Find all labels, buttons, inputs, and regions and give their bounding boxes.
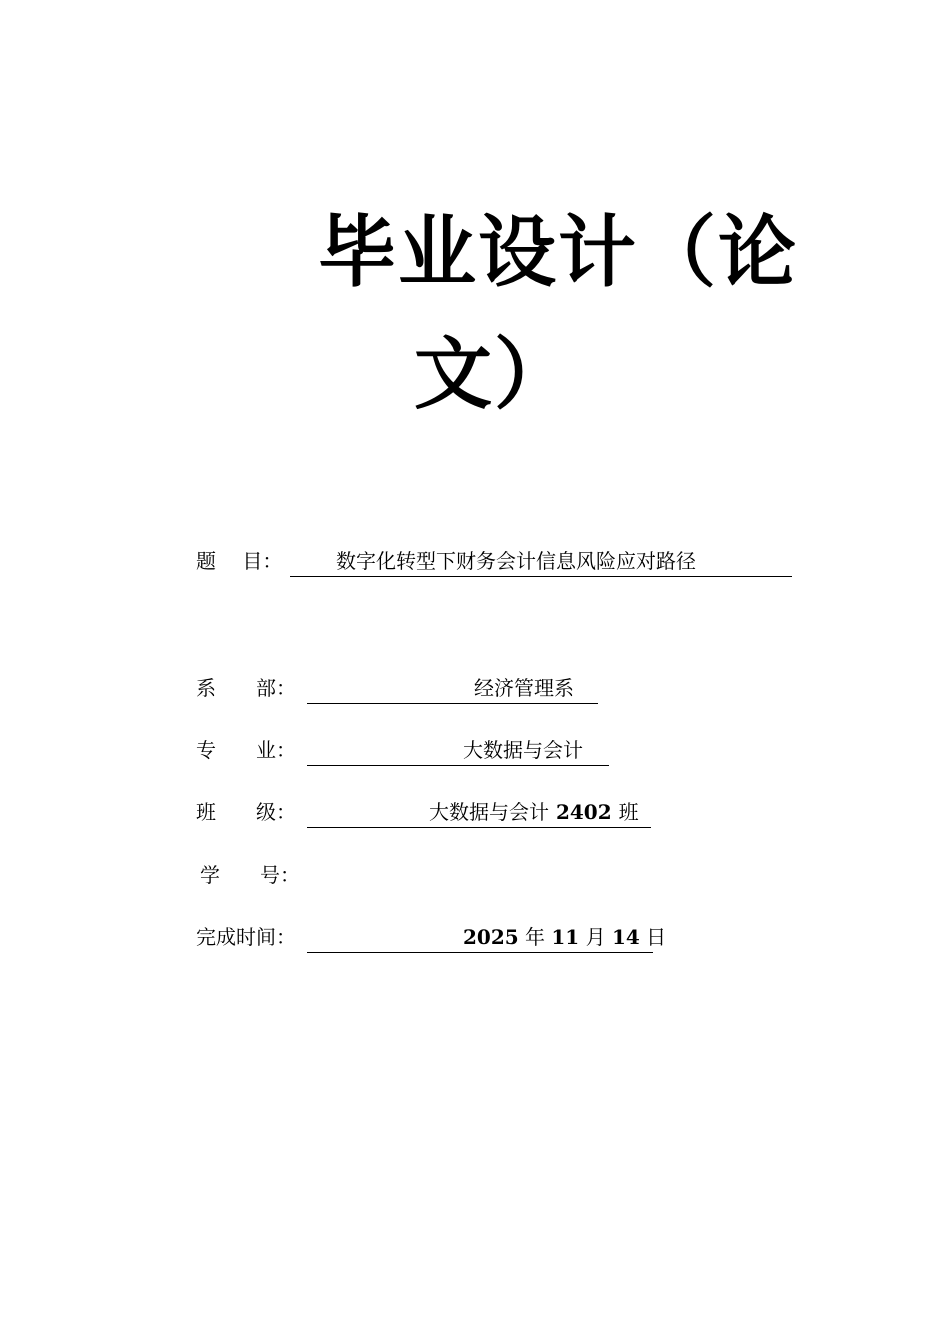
major-label: 专 业： bbox=[196, 738, 296, 762]
department-underline bbox=[307, 673, 598, 704]
completion-date-month: 11 bbox=[551, 925, 580, 949]
cover-title-line-1: 毕业设计（论 bbox=[318, 208, 799, 298]
topic-underline bbox=[290, 546, 792, 577]
student-id-label: 学 号： bbox=[200, 863, 300, 887]
completion-date-day-unit: 日 bbox=[639, 925, 667, 949]
class-value bbox=[429, 797, 639, 827]
completion-date-year: 2025 bbox=[463, 925, 519, 949]
class-label: 班 级： bbox=[196, 800, 296, 824]
major-underline bbox=[307, 735, 609, 766]
cover-title-line-2: 文） bbox=[414, 330, 575, 420]
major-value: 大数据与会计 bbox=[463, 738, 583, 762]
completion-date-year-unit: 年 bbox=[518, 925, 552, 949]
completion-date-label: 完成时间： bbox=[196, 925, 296, 949]
completion-date-month-unit: 月 bbox=[579, 925, 612, 949]
department-label: 系 部： bbox=[196, 676, 296, 700]
topic-value: 数字化转型下财务会计信息风险应对路径 bbox=[336, 549, 696, 573]
completion-date-day: 14 bbox=[611, 925, 640, 949]
department-value: 经济管理系 bbox=[474, 676, 574, 700]
topic-label: 题 目： bbox=[196, 549, 283, 573]
class-value-number: 2402 bbox=[549, 800, 619, 824]
completion-date-underline bbox=[307, 922, 667, 953]
class-value-suffix: 班 bbox=[618, 800, 639, 824]
completion-date-value bbox=[463, 922, 666, 952]
class-value-prefix: 大数据与会计 bbox=[429, 800, 549, 824]
class-underline bbox=[307, 797, 651, 828]
